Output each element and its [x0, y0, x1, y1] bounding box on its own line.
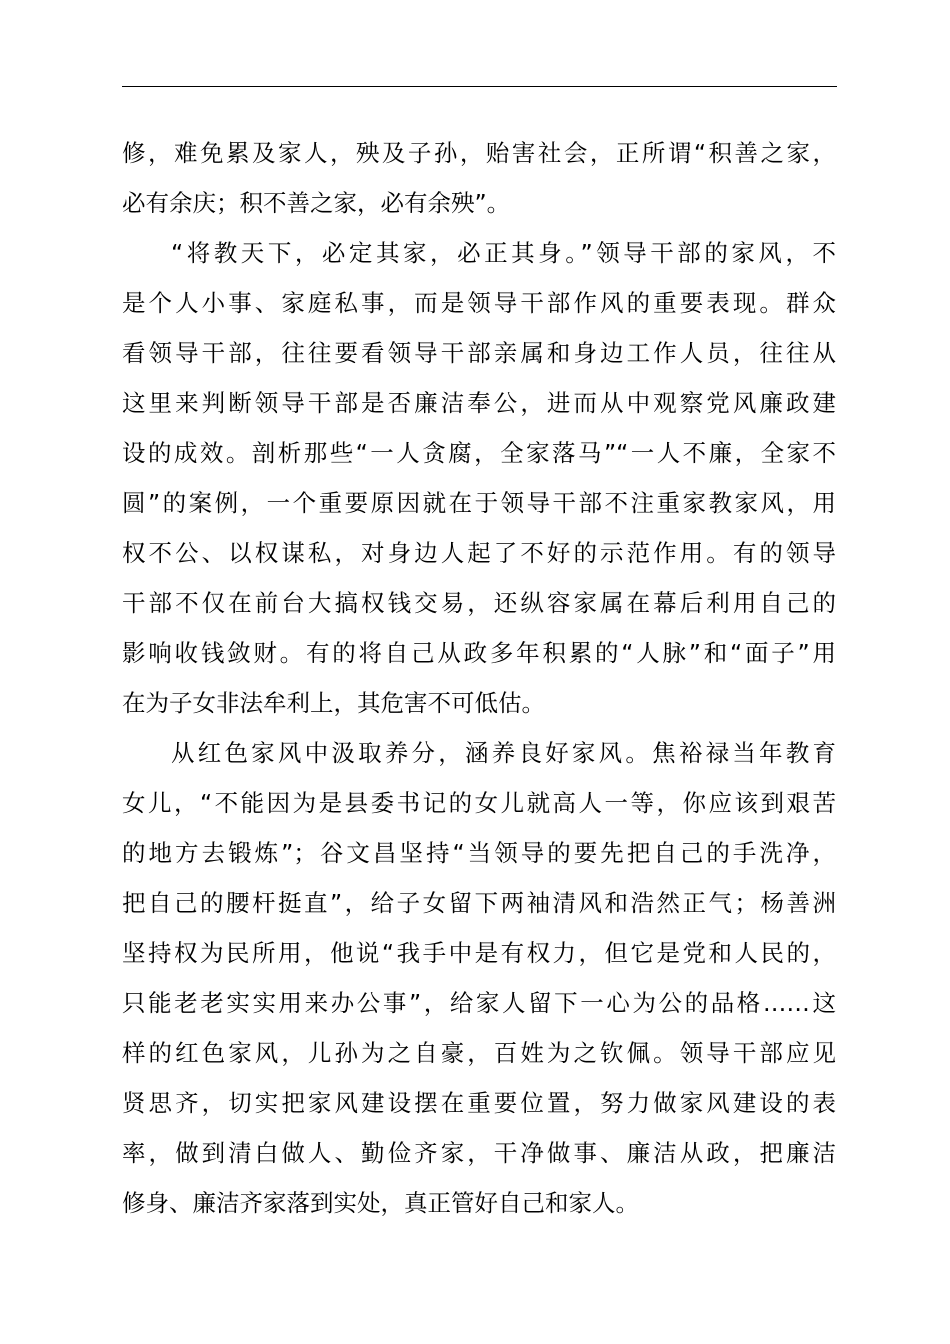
text-line: 坚持权为民所用，他说“我手中是有权力，但它是党和人民的，	[122, 939, 836, 967]
text-line: 权不公、以权谋私，对身边人起了不好的示范作用。有的领导	[122, 539, 836, 567]
text-line: 干部不仅在前台大搞权钱交易，还纵容家属在幕后利用自己的	[122, 589, 836, 617]
text-line: 圆”的案例，一个重要原因就在于领导干部不注重家教家风，用	[122, 489, 836, 517]
text-line: 贤思齐，切实把家风建设摆在重要位置，努力做家风建设的表	[122, 1089, 836, 1117]
text-line: 的地方去锻炼”；谷文昌坚持“当领导的要先把自己的手洗净，	[122, 839, 836, 867]
text-line: 只能老老实实用来办公事”，给家人留下一心为公的品格……这	[122, 989, 836, 1017]
text-line: 看领导干部，往往要看领导干部亲属和身边工作人员，往往从	[122, 339, 836, 367]
header-rule	[122, 86, 837, 87]
text-line: 修身、廉洁齐家落到实处，真正管好自己和家人。	[122, 1189, 639, 1217]
text-line: 女儿，“不能因为是县委书记的女儿就高人一等，你应该到艰苦	[122, 789, 836, 817]
text-line: 影响收钱敛财。有的将自己从政多年积累的“人脉”和“面子”用	[122, 639, 836, 667]
text-line: 设的成效。剖析那些“一人贪腐，全家落马”“一人不廉，全家不	[122, 439, 836, 467]
text-line: 在为子女非法牟利上，其危害不可低估。	[122, 689, 545, 717]
text-line: 把自己的腰杆挺直”，给子女留下两袖清风和浩然正气；杨善洲	[122, 889, 836, 917]
paragraph-start-line: 从红色家风中汲取养分，涵养良好家风。焦裕禄当年教育	[171, 739, 836, 767]
text-line: 这里来判断领导干部是否廉洁奉公，进而从中观察党风廉政建	[122, 389, 836, 417]
text-line: 必有余庆；积不善之家，必有余殃”。	[122, 189, 511, 217]
text-line: 样的红色家风，儿孙为之自豪，百姓为之钦佩。领导干部应见	[122, 1039, 836, 1067]
body-text	[122, 128, 836, 1228]
text-line: 修，难免累及家人，殃及子孙，贻害社会，正所谓“积善之家，	[122, 139, 836, 167]
paragraph-start-line: “将教天下，必定其家，必正其身。”领导干部的家风，不	[171, 239, 836, 267]
text-line: 率，做到清白做人、勤俭齐家，干净做事、廉洁从政，把廉洁	[122, 1139, 836, 1167]
text-line: 是个人小事、家庭私事，而是领导干部作风的重要表现。群众	[122, 289, 836, 317]
